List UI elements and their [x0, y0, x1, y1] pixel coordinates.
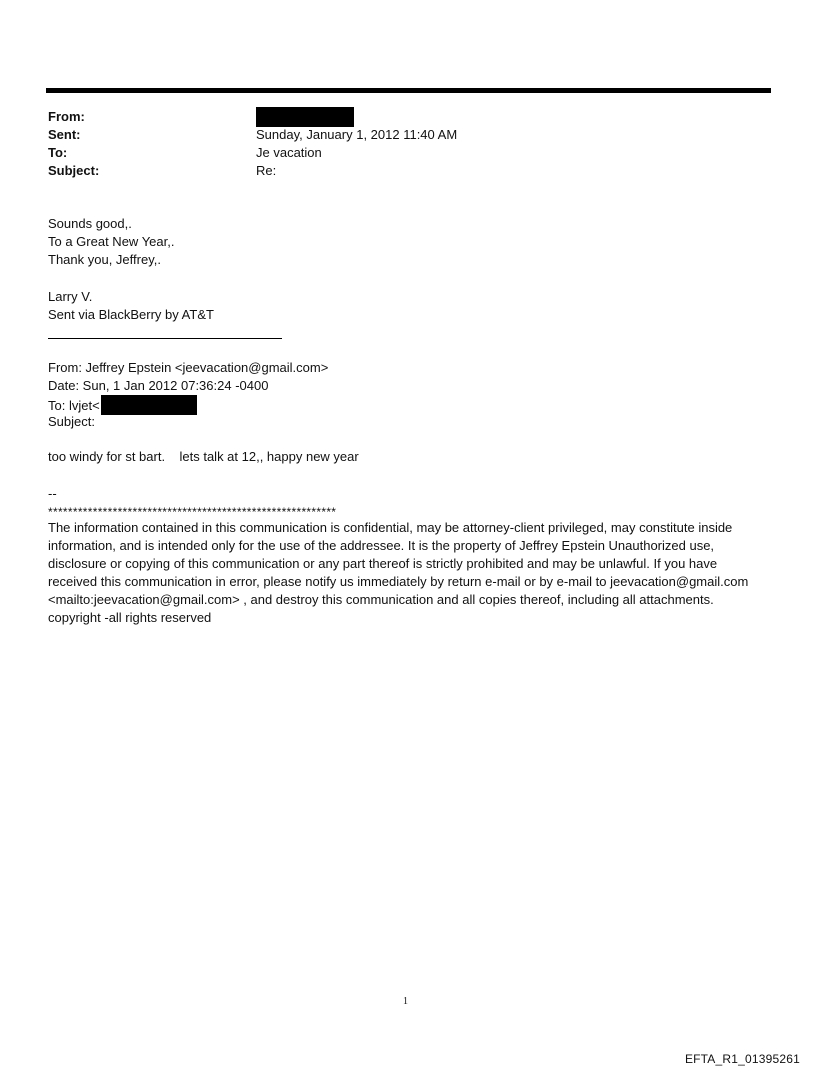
page-number: 1	[403, 996, 408, 1007]
footer-separator	[48, 485, 336, 521]
sent-row	[48, 126, 748, 144]
to-value: Je vacation	[256, 145, 322, 160]
signature-name: Larry V.	[48, 289, 93, 304]
document-id: EFTA_R1_01395261	[684, 1052, 800, 1066]
from-value	[256, 108, 748, 126]
subject-value: Re:	[256, 163, 277, 178]
quoted-header	[48, 359, 328, 431]
quoted-to-text: To: lvjet<	[48, 398, 100, 413]
reply-line: To a Great New Year,.	[48, 234, 175, 249]
redaction-block	[256, 107, 354, 127]
quoted-from: From: Jeffrey Epstein <jeevacation@gmail.com>	[48, 360, 329, 375]
quoted-body: too windy for st bart. lets talk at 12,, happy new year	[48, 449, 359, 464]
from-row	[48, 108, 748, 126]
quoted-to	[48, 395, 328, 413]
signature-device: Sent via BlackBerry by AT&T	[48, 307, 214, 322]
reply-line: Sounds good,.	[48, 216, 132, 231]
subject-label: Subject:	[48, 163, 100, 178]
quoted-date: Date: Sun, 1 Jan 2012 07:36:24 -0400	[48, 378, 269, 393]
redaction-block	[101, 395, 197, 415]
signature	[48, 288, 214, 324]
header-divider	[46, 88, 771, 93]
reply-body	[48, 215, 174, 269]
sent-label: Sent:	[48, 127, 81, 142]
email-header	[48, 108, 748, 180]
sent-value: Sunday, January 1, 2012 11:40 AM	[256, 127, 458, 142]
confidentiality-disclaimer: The information contained in this communication is confidential, may be attorney-client privileged, may constitute inside information, and is intended only for the use of the addressee. It is the property of Jeffrey Epstein Unauthorized use, disclosure or copying of this communication or any part thereof is strictly prohibited and may be unlawful. If you have received this communication in error, please notify us immediately by return e-mail or by e-mail to jeevacation@gmail.com <mailto:jeevacation@gmail.com> , and destroy this communication and all copies thereof, including all attachments. copyright -all rights reserved	[48, 520, 749, 625]
to-label: To:	[48, 145, 68, 160]
reply-line: Thank you, Jeffrey,.	[48, 252, 161, 267]
signature-divider	[48, 338, 282, 339]
to-row	[48, 144, 748, 162]
subject-row	[48, 162, 748, 180]
from-label: From:	[48, 109, 85, 124]
footer-stars: **********************************************************	[48, 505, 337, 519]
quoted-subject: Subject:	[48, 414, 95, 429]
footer-dashes: --	[48, 486, 57, 501]
